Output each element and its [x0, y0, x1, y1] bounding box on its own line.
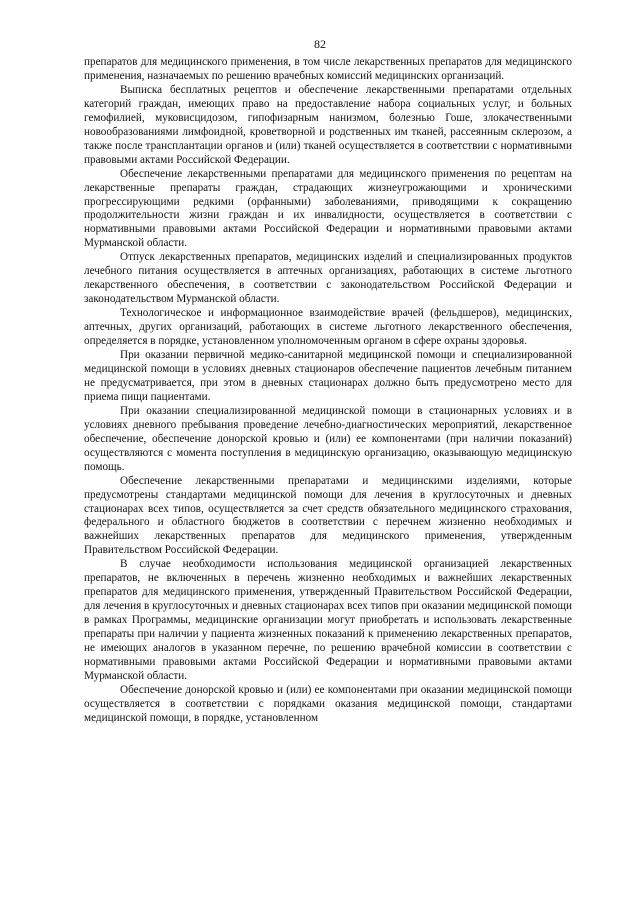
paragraph: При оказании специализированной медицинской помощи в стационарных условиях и в условиях дневного пребывания проведение лечебно-диагностических мероприятий, лекарственное обеспечение, обеспечение донорской кровью и (или) ее компонентами (при наличии показаний) осуществляются с момента поступления в медицинскую организацию, оказывающую медицинскую помощь. [84, 404, 572, 473]
paragraph: препаратов для медицинского применения, в том числе лекарственных препаратов для медицинского применения, назначаемых по решению врачебных комиссий медицинских организаций. [84, 56, 572, 82]
paragraph: Обеспечение лекарственными препаратами для медицинского применения по рецептам на лекарственные препараты граждан, страдающих жизнеугрожающими и хроническими прогрессирующими редкими (орфанными) заболеваниями, приводящими к сокращению продолжительности жизни граждан и их инвалидности, осуществляется в соответствии с нормативными правовыми актами Российской Федерации и нормативными правовыми актами Мурманской области. [84, 167, 572, 250]
paragraph: Выписка бесплатных рецептов и обеспечение лекарственными препаратами отдельных категорий граждан, имеющих право на предоставление набора социальных услуг, и больных гемофилией, муковисцидозом, гипофизарным нанизмом, болезнью Гоше, злокачественными новообразованиями лимфоидной, кроветворной и родственных им тканей, рассеянным склерозом, а также после трансплантации органов и (или) тканей осуществляется в соответствии с нормативными правовыми актами Российской Федерации. [84, 83, 572, 166]
body-text [84, 56, 572, 726]
paragraph: Обеспечение лекарственными препаратами и медицинскими изделиями, которые предусмотрены стандартами медицинской помощи для лечения в круглосуточных и дневных стационарах всех типов, осуществляется за счет средств обязательного медицинского страхования, федерального и областного бюджетов в соответствии с перечнем жизненно необходимых и важнейших лекарственных препаратов для медицинского применения, утвержденным Правительством Российской Федерации. [84, 474, 572, 557]
page-number: 82 [314, 37, 326, 51]
paragraph: При оказании первичной медико-санитарной медицинской помощи и специализированной медицинской помощи в условиях дневных стационаров обеспечение пациентов лечебным питанием не предусматривается, при этом в дневных стационарах должно быть предусмотрено место для приема пищи пациентами. [84, 349, 572, 403]
paragraph: В случае необходимости использования медицинской организацией лекарственных препаратов, не включенных в перечень жизненно необходимых и важнейших лекарственных препаратов для медицинского применения, утвержденный Правительством Российской Федерации, для лечения в круглосуточных и дневных стационарах всех типов при оказании медицинской помощи в рамках Программы, медицинские организации могут приобретать и использовать лекарственные препараты при наличии у пациента жизненных показаний к применению лекарственных препаратов, не имеющих аналогов в указанном перечне, по решению врачебной комиссии в соответствии с нормативными правовыми актами Российской Федерации и нормативными правовыми актами Мурманской области. [84, 558, 572, 682]
paragraph: Отпуск лекарственных препаратов, медицинских изделий и специализированных продуктов лечебного питания осуществляется в аптечных организациях, работающих в системе льготного лекарственного обеспечения, в соответствии с законодательством Российской Федерации и законодательством Мурманской области. [84, 251, 572, 306]
paragraph: Технологическое и информационное взаимодействие врачей (фельдшеров), медицинских, аптечных, других организаций, работающих в системе льготного лекарственного обеспечения, определяется в порядке, установленном уполномоченным органом в сфере охраны здоровья. [84, 307, 572, 348]
paragraph: Обеспечение донорской кровью и (или) ее компонентами при оказании медицинской помощи осуществляется в соответствии с порядками оказания медицинской помощи, стандартами медицинской помощи, в порядке, установленном [84, 683, 572, 724]
